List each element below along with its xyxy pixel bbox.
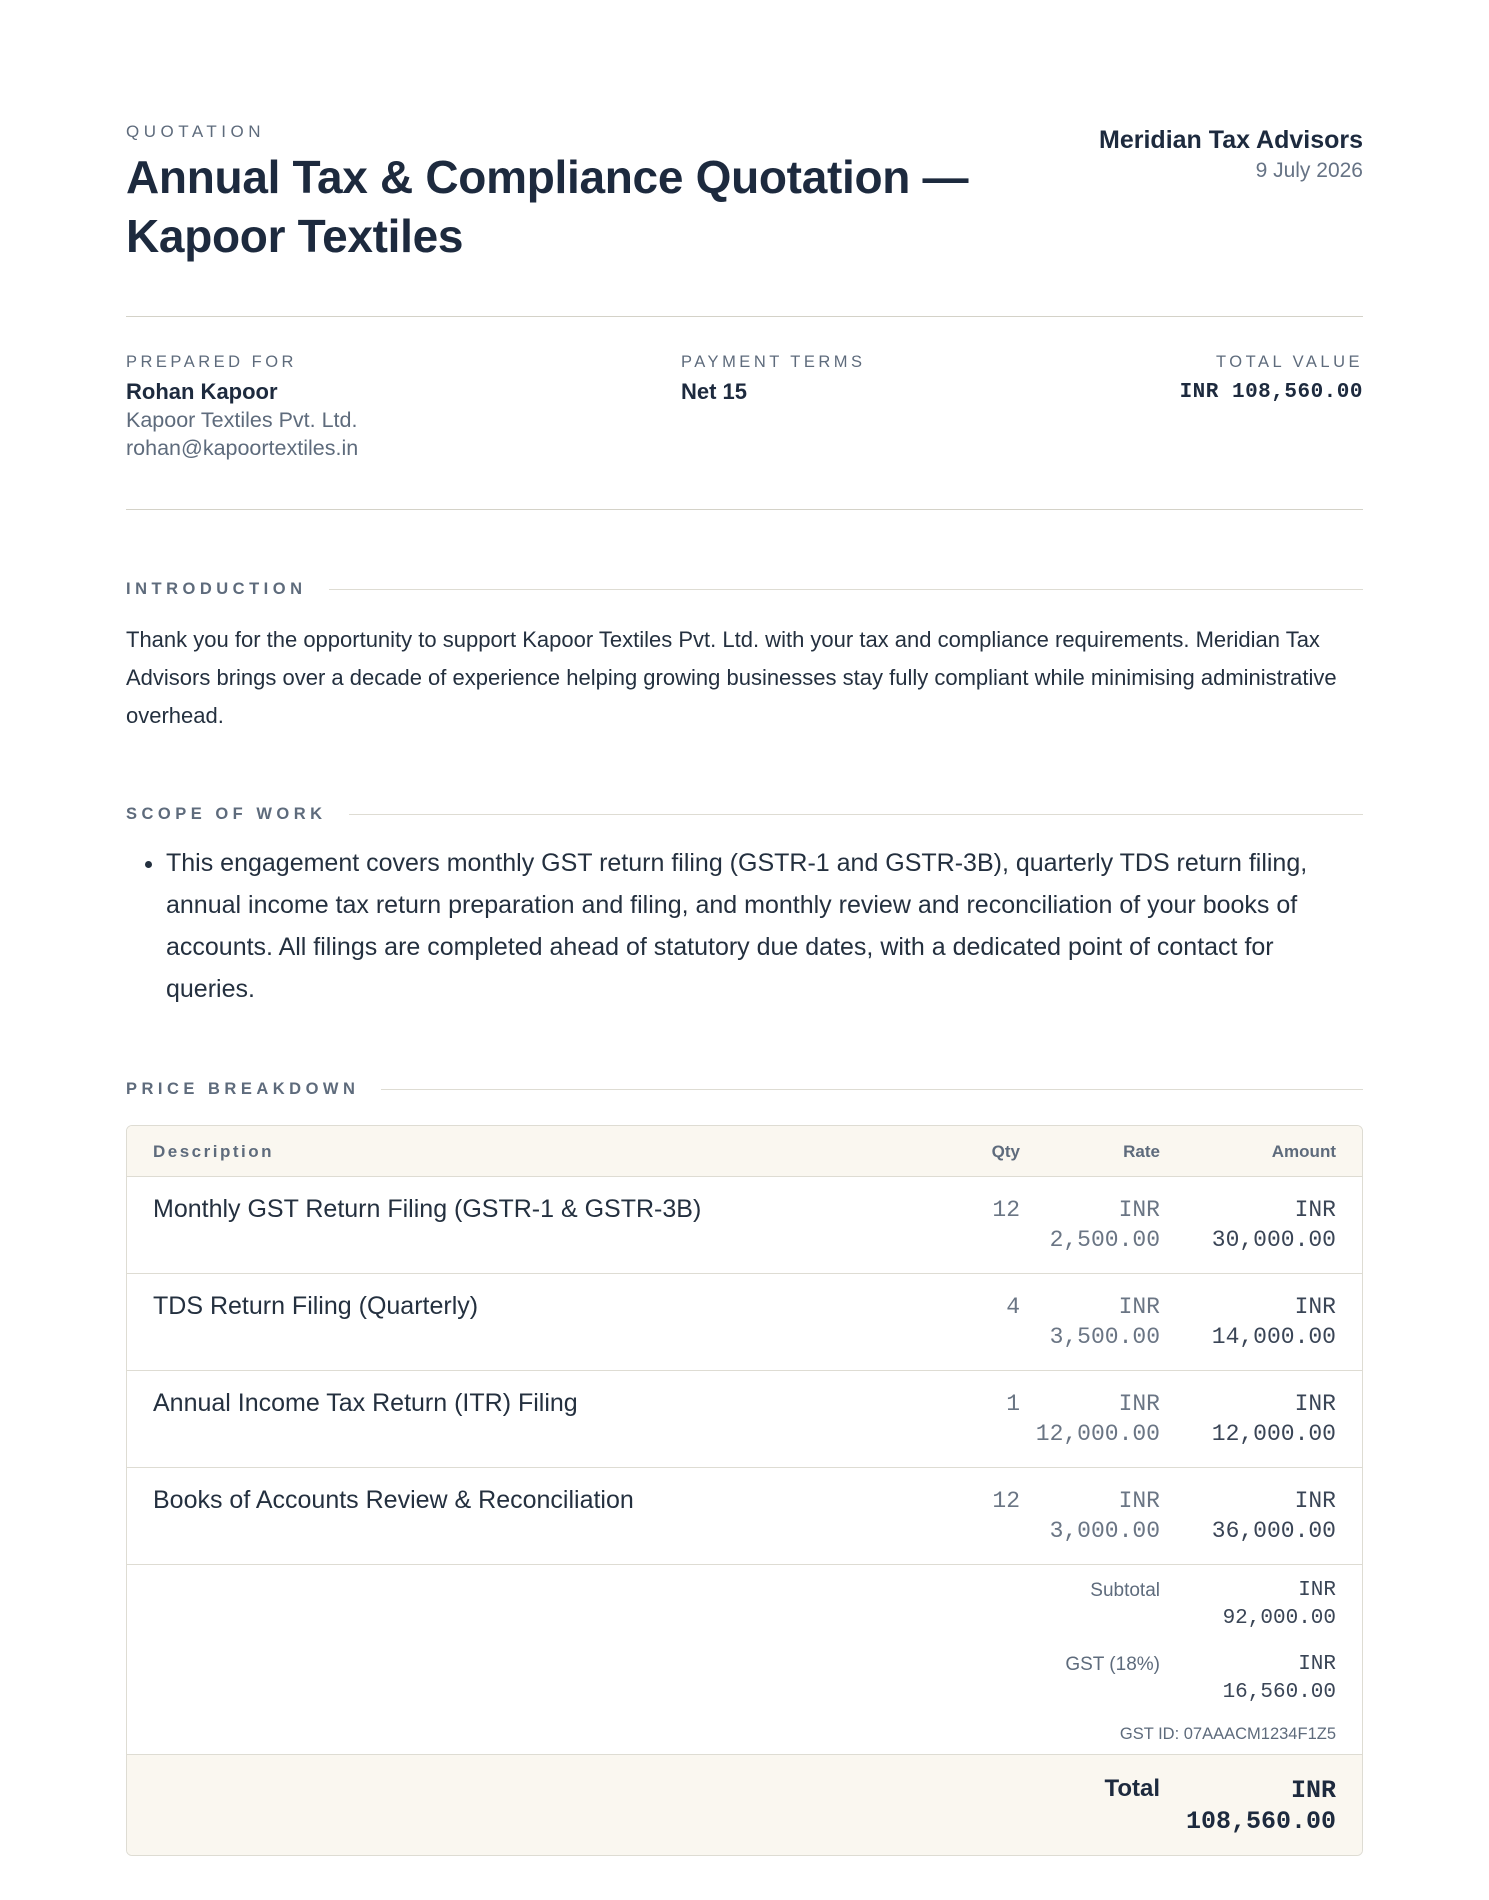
prepared-for-label: PREPARED FOR [126, 353, 297, 371]
subtotal-amount: 92,000.00 [1222, 1607, 1336, 1630]
table-row [127, 1468, 1362, 1565]
row-rate-currency: INR [1118, 1294, 1160, 1320]
row-amount-currency: INR [1294, 1294, 1336, 1320]
introduction-heading [126, 580, 1363, 599]
column-amount: Amount [1160, 1126, 1362, 1177]
title-block [126, 122, 1026, 266]
row-amount-value: 30,000.00 [1211, 1227, 1336, 1253]
row-description: TDS Return Filing (Quarterly) [127, 1274, 940, 1371]
row-rate-value: 12,000.00 [1035, 1421, 1160, 1447]
row-qty: 12 [940, 1468, 1020, 1565]
gst-label: GST (18%) [1065, 1654, 1160, 1675]
row-amount-value: 36,000.00 [1211, 1518, 1336, 1544]
subtotal-currency: INR [1298, 1579, 1336, 1602]
introduction-text: Thank you for the opportunity to support Kapoor Textiles Pvt. Ltd. with your tax and compliance requirements. Meridian Tax Advisors brings over a decade of experience helping growing businesses stay fully compliant while minimising administrative overhead. [126, 627, 1337, 728]
row-amount-currency: INR [1294, 1488, 1336, 1514]
row-rate-currency: INR [1118, 1391, 1160, 1417]
row-rate-value: 2,500.00 [1049, 1227, 1160, 1253]
scope-heading-text: SCOPE OF WORK [126, 805, 327, 823]
row-qty: 4 [940, 1274, 1020, 1371]
scope-list [126, 842, 1363, 1010]
gst-currency: INR [1298, 1653, 1336, 1676]
subtotal-row [127, 1577, 1336, 1633]
client-name: Rohan Kapoor [126, 379, 278, 404]
row-qty: 1 [940, 1371, 1020, 1468]
grand-total-value [1160, 1775, 1336, 1837]
price-breakdown-heading-text: PRICE BREAKDOWN [126, 1080, 360, 1098]
row-description: Monthly GST Return Filing (GSTR-1 & GSTR-3B) [127, 1177, 940, 1274]
column-description: Description [127, 1126, 940, 1177]
row-rate [1020, 1274, 1160, 1371]
gst-id: GST ID: 07AAACM1234F1Z5 [1119, 1725, 1336, 1743]
price-breakdown-heading-rule [381, 1089, 1363, 1090]
scope-heading-rule [349, 814, 1363, 815]
row-amount-value: 12,000.00 [1211, 1421, 1336, 1447]
price-breakdown-heading [126, 1080, 1363, 1099]
document-type-label: QUOTATION [126, 122, 266, 141]
client-company: Kapoor Textiles Pvt. Ltd. [126, 408, 358, 432]
total-value-block [1180, 353, 1363, 461]
row-rate-currency: INR [1118, 1197, 1160, 1223]
totals-block [127, 1565, 1362, 1754]
meta-divider [126, 509, 1363, 510]
total-value: INR 108,560.00 [1179, 381, 1363, 404]
scope-item: • This engagement covers monthly GST return filing (GSTR-1 and GSTR-3B), quarterly TDS return filing, annual income tax return preparation and filing, and monthly review and reconciliation of your books of accounts. All filings are completed ahead of statutory due dates, with a dedicated point of contact for queries. [166, 842, 1363, 1010]
document-header [126, 122, 1363, 266]
row-amount [1160, 1274, 1362, 1371]
payment-terms-value: Net 15 [681, 379, 748, 404]
price-table [126, 1125, 1363, 1856]
grand-total-row [127, 1754, 1362, 1855]
table-row [127, 1177, 1362, 1274]
payment-terms-block [681, 353, 866, 405]
table-row [127, 1274, 1362, 1371]
price-table-header [127, 1126, 1362, 1177]
row-amount-currency: INR [1294, 1197, 1336, 1223]
row-rate-currency: INR [1118, 1488, 1160, 1514]
row-amount-value: 14,000.00 [1211, 1324, 1336, 1350]
row-rate [1020, 1371, 1160, 1468]
subtotal-value [1160, 1577, 1336, 1633]
quotation-date: 9 July 2026 [1255, 159, 1363, 182]
gst-row [127, 1651, 1336, 1707]
row-description: Books of Accounts Review & Reconciliation [127, 1468, 940, 1565]
client-email: rohan@kapoortextiles.in [126, 436, 359, 460]
gst-amount: 16,560.00 [1222, 1681, 1336, 1704]
gst-value [1160, 1651, 1336, 1707]
firm-name: Meridian Tax Advisors [1099, 126, 1363, 154]
prepared-for-block [126, 353, 358, 461]
row-qty: 12 [940, 1177, 1020, 1274]
row-amount [1160, 1371, 1362, 1468]
row-amount [1160, 1177, 1362, 1274]
payment-terms-label: PAYMENT TERMS [681, 353, 866, 371]
row-amount-currency: INR [1294, 1391, 1336, 1417]
introduction-heading-rule [329, 589, 1364, 590]
subtotal-label: Subtotal [1090, 1580, 1160, 1601]
introduction-heading-text: INTRODUCTION [126, 580, 307, 598]
table-row [127, 1371, 1362, 1468]
total-value-label: TOTAL VALUE [1215, 353, 1363, 371]
row-rate [1020, 1177, 1160, 1274]
column-qty: Qty [940, 1126, 1020, 1177]
meta-section [126, 317, 1363, 509]
column-rate: Rate [1020, 1126, 1160, 1177]
scope-heading [126, 805, 1363, 824]
firm-block [1099, 122, 1363, 183]
grand-total-currency: INR [1290, 1776, 1336, 1805]
row-rate-value: 3,500.00 [1049, 1324, 1160, 1350]
row-description: Annual Income Tax Return (ITR) Filing [127, 1371, 940, 1468]
document-title: Annual Tax & Compliance Quotation — Kapoor Textiles [126, 151, 969, 262]
grand-total-label: Total [1104, 1775, 1160, 1802]
row-rate [1020, 1468, 1160, 1565]
row-rate-value: 3,000.00 [1049, 1518, 1160, 1544]
grand-total-amount: 108,560.00 [1185, 1807, 1336, 1836]
row-amount [1160, 1468, 1362, 1565]
